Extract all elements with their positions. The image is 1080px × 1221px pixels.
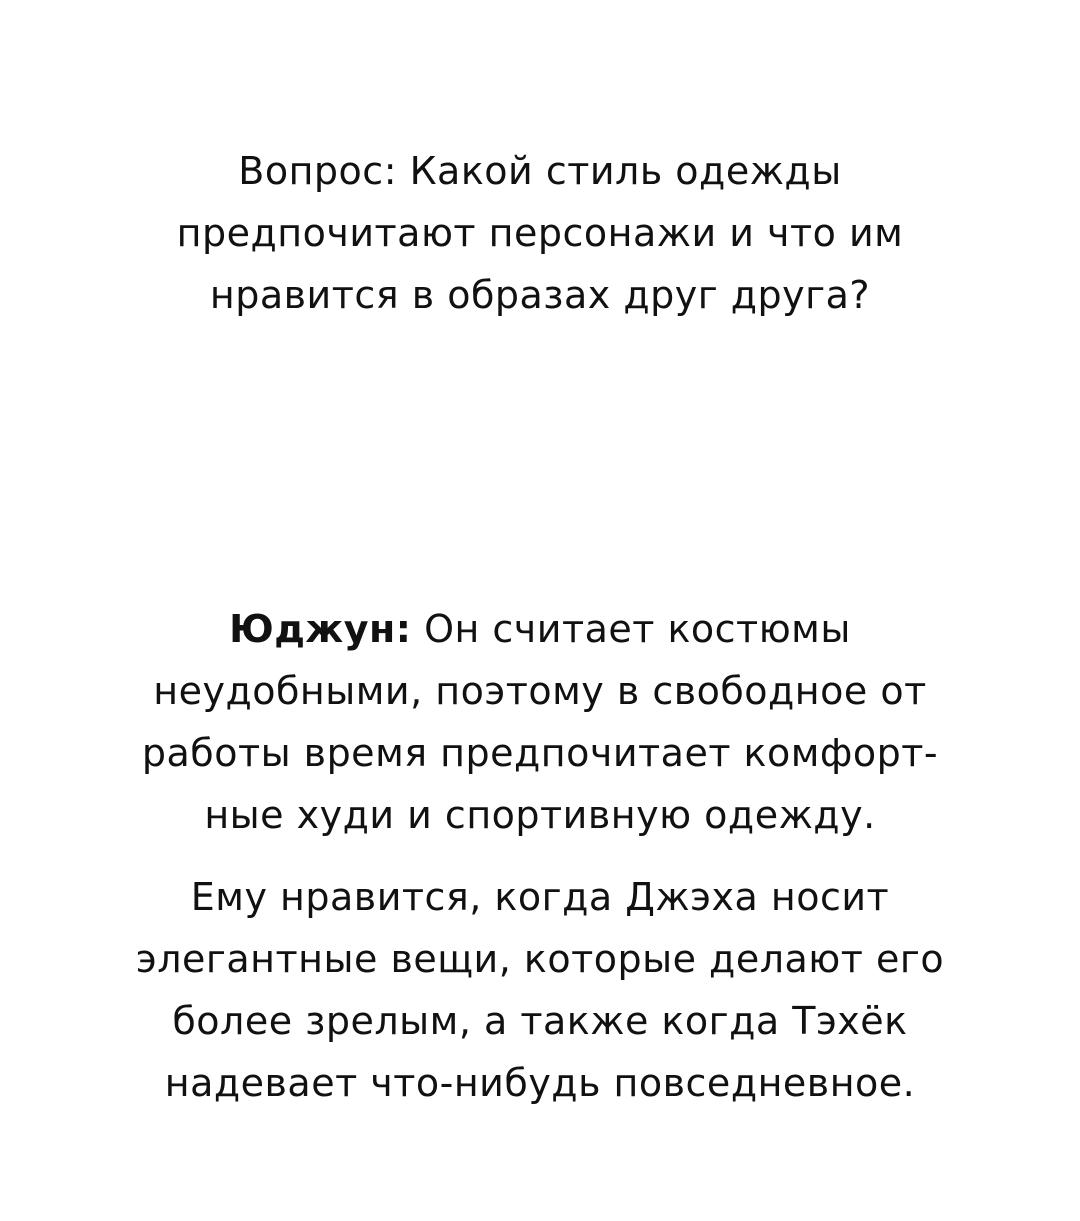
question-line: нравится в образах друг друга? bbox=[209, 273, 871, 317]
answer-line: Ему нравится, когда Джэха носит bbox=[190, 875, 890, 919]
answer-line: более зрелым, а также когда Тэхёк bbox=[172, 999, 908, 1043]
speaker-label: Юджун: bbox=[229, 607, 412, 651]
question-line: Вопрос: Какой стиль одежды bbox=[238, 149, 842, 193]
answer-line: неудобными, поэтому в свободное от bbox=[153, 669, 927, 713]
answer-block-1 bbox=[0, 598, 1080, 846]
answer-line: ные худи и спортивную одежду. bbox=[204, 793, 876, 837]
answer-line: элегантные вещи, которые делают его bbox=[135, 937, 945, 981]
answer-block-2 bbox=[0, 866, 1080, 1114]
question-line: предпочитают персонажи и что им bbox=[176, 211, 904, 255]
answer-line: работы время предпочитает комфорт- bbox=[141, 731, 939, 775]
answer-text: Он считает костюмы bbox=[424, 607, 851, 651]
answer-line: надевает что-нибудь повседневное. bbox=[164, 1061, 916, 1105]
answer-first-line bbox=[0, 598, 1080, 660]
question-block bbox=[0, 140, 1080, 326]
